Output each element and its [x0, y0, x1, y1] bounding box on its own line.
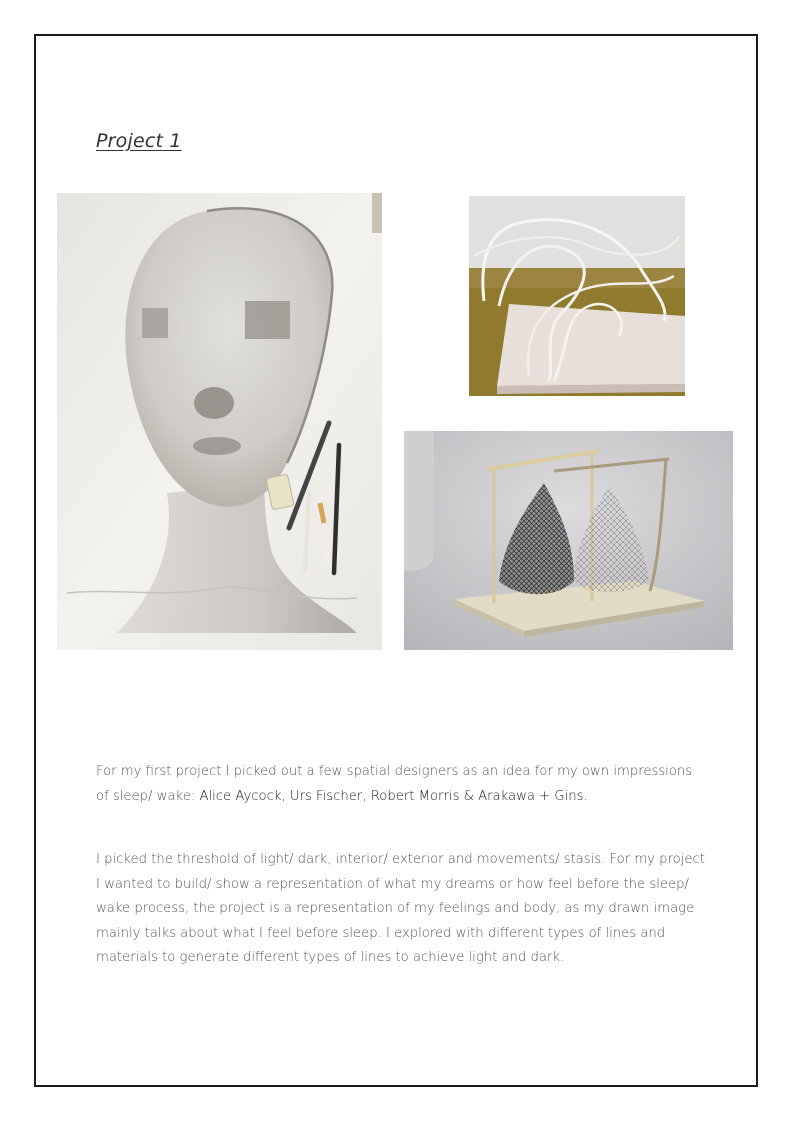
- wire-sculpture-photo: [469, 196, 685, 396]
- paragraph-designers: [96, 760, 706, 809]
- mesh-structure-photo: [404, 431, 733, 650]
- page-title: Project 1: [96, 130, 182, 152]
- paragraph-designers-lead: For my first project I picked out a few spatial designers as an idea for my own impressions of sleep/ wake:: [96, 764, 693, 804]
- paragraph-threshold: I picked the threshold of light/ dark, interior/ exterior and movements/ stasis. For my project I wanted to build/ show a representation of what my dreams or how feel before the sleep/ wake process, the project is a representation of my feelings and body, as my drawn image mainly talks about what I feel before sleep. I explored with different types of lines and materials to generate different types of lines to achieve light and dark.: [96, 852, 705, 965]
- designer-names: Alice Aycock, Urs Fischer, Robert Morris & Arakawa + Gins.: [199, 788, 588, 804]
- pencil-drawing-photo: [57, 193, 382, 650]
